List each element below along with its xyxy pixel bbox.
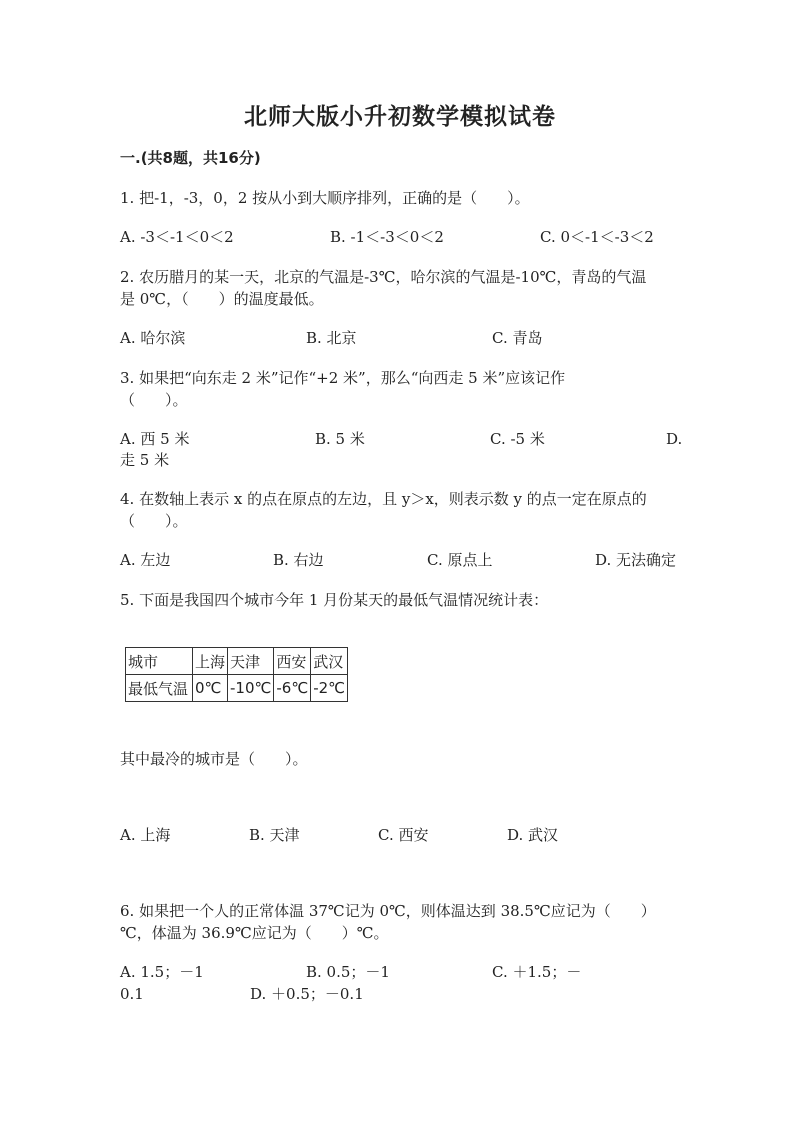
q2-option-c: C. 青岛 bbox=[492, 329, 543, 347]
table-cell: -2℃ bbox=[311, 675, 348, 702]
table-cell: 武汉 bbox=[311, 648, 348, 675]
q6-option-c-continued: 0.1 bbox=[120, 985, 144, 1003]
q6-stem-line1: 6. 如果把一个人的正常体温 37℃记为 0℃，则体温达到 38.5℃应记为（ ） bbox=[120, 902, 656, 920]
table-cell: 天津 bbox=[228, 648, 274, 675]
q2-option-b: B. 北京 bbox=[306, 329, 357, 347]
table-header-row bbox=[126, 648, 348, 675]
q3-stem-line1: 3. 如果把“向东走 2 米”记作“+2 米”，那么“向西走 5 米”应该记作 bbox=[120, 369, 566, 387]
table-cell: 西安 bbox=[274, 648, 311, 675]
q3-option-d-prefix: D. bbox=[666, 430, 683, 448]
q5-option-a: A. 上海 bbox=[120, 826, 171, 844]
table-cell: 最低气温 bbox=[126, 675, 193, 702]
q2-stem-line1: 2. 农历腊月的某一天，北京的气温是-3℃，哈尔滨的气温是-10℃，青岛的气温 bbox=[120, 268, 647, 286]
q3-option-d-text: 走 5 米 bbox=[120, 451, 170, 469]
q4-option-c: C. 原点上 bbox=[427, 551, 493, 569]
q4-stem-line1: 4. 在数轴上表示 x 的点在原点的左边，且 y＞x，则表示数 y 的点一定在原点的 bbox=[120, 490, 647, 508]
q5-option-b: B. 天津 bbox=[249, 826, 300, 844]
q1-option-c: C. 0＜-1＜-3＜2 bbox=[540, 228, 654, 246]
q2-stem-line2: 是 0℃，（ ）的温度最低。 bbox=[120, 290, 324, 308]
q4-option-b: B. 右边 bbox=[273, 551, 324, 569]
table-cell: 城市 bbox=[126, 648, 193, 675]
table-cell: 上海 bbox=[193, 648, 228, 675]
q5-stem: 5. 下面是我国四个城市今年 1 月份某天的最低气温情况统计表： bbox=[120, 591, 549, 609]
q3-option-c: C. -5 米 bbox=[490, 430, 545, 448]
section-heading: 一.(共8题，共16分) bbox=[120, 149, 261, 167]
q4-option-a: A. 左边 bbox=[120, 551, 171, 569]
q6-stem-line2: ℃，体温为 36.9℃应记为（ ）℃。 bbox=[120, 924, 389, 942]
temperature-table bbox=[125, 647, 348, 702]
q1-option-a: A. -3＜-1＜0＜2 bbox=[120, 228, 234, 246]
q4-option-d: D. 无法确定 bbox=[595, 551, 677, 569]
q3-stem-line2: （ ）。 bbox=[120, 391, 188, 409]
q1-option-b: B. -1＜-3＜0＜2 bbox=[330, 228, 444, 246]
page-title: 北师大版小升初数学模拟试卷 bbox=[244, 104, 556, 130]
table-cell: -10℃ bbox=[228, 675, 274, 702]
q6-option-a: A. 1.5；－1 bbox=[120, 963, 204, 981]
q5-option-d: D. 武汉 bbox=[507, 826, 559, 844]
q2-option-a: A. 哈尔滨 bbox=[120, 329, 186, 347]
q6-option-c: C. ＋1.5；－ bbox=[492, 963, 582, 981]
q5-question: 其中最冷的城市是（ ）。 bbox=[120, 750, 308, 768]
q3-option-a: A. 西 5 米 bbox=[120, 430, 190, 448]
table-cell: 0℃ bbox=[193, 675, 228, 702]
q5-option-c: C. 西安 bbox=[378, 826, 429, 844]
q6-option-b: B. 0.5；－1 bbox=[306, 963, 390, 981]
table-row bbox=[126, 675, 348, 702]
table-cell: -6℃ bbox=[274, 675, 311, 702]
q1-stem: 1. 把-1，-3，0，2 按从小到大顺序排列，正确的是（ ）。 bbox=[120, 189, 530, 207]
q4-stem-line2: （ ）。 bbox=[120, 512, 188, 530]
q3-option-b: B. 5 米 bbox=[315, 430, 365, 448]
q6-option-d: D. ＋0.5；－0.1 bbox=[250, 985, 364, 1003]
